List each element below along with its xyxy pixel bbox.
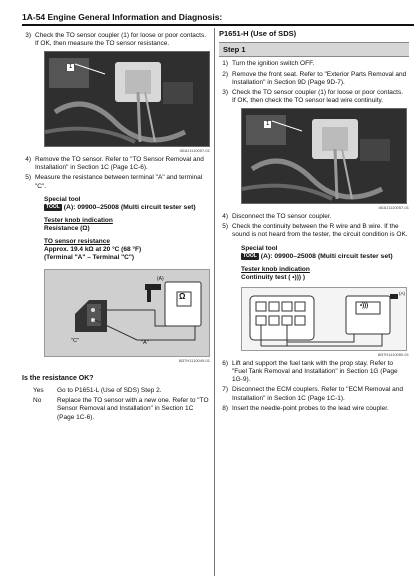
answer-yes-text: Go to P1651-L (Use of SDS) Step 2. [57, 386, 162, 394]
step-number: 8) [222, 405, 228, 413]
special-tool-block [44, 196, 210, 213]
terminal-a-label: "A" [141, 339, 149, 346]
step-number: 3) [222, 89, 228, 97]
left-step-3 [22, 32, 210, 49]
answer-no-key: No [33, 396, 42, 404]
coupler-photo [44, 51, 210, 147]
page-title: 1A-54 Engine General Information and Diagnosis: [22, 12, 223, 22]
step-text: Check the TO sensor coupler (1) for loose or poor contacts. If OK, then measure the TO sensor resistance. [35, 32, 207, 48]
right-step-1 [219, 60, 409, 68]
figure-callout-1: 1 [69, 63, 73, 70]
terminal-c-label: "C" [71, 337, 79, 344]
special-tool-text: (A): 09900–25008 (Multi circuit tester set) [63, 204, 196, 212]
tester-knob-label: Tester knob indication [241, 265, 310, 273]
to-resistance-terminals: (Terminal "A" – Terminal "C") [44, 254, 135, 262]
step-text: Disconnect the TO sensor coupler. [232, 212, 332, 220]
step-text: Lift and support the fuel tank with the prop stay. Refer to "Fuel Tank Removal and Installation" in Section 1G (Page 1G-9). [232, 359, 398, 384]
step-number: 3) [25, 32, 31, 39]
step-number: 4) [25, 155, 31, 163]
continuity-icon: •))) [360, 303, 369, 310]
step-number: 5) [25, 174, 31, 182]
figure-code: I837H1110050-01 [377, 352, 409, 358]
step-text: Remove the TO sensor. Refer to "TO Sensor Removal and Installation" in Section 1C (Page 1C-6). [35, 155, 204, 172]
step-text: Disconnect the ECM couplers. Refer to "ECM Removal and Installation" in Section 1C (Page 1C-1). [232, 386, 404, 402]
step-number: 7) [222, 386, 228, 394]
answer-no-text: Replace the TO sensor with a new one. Refer to "TO Sensor Removal and Installation" in Section 1C (Page 1C-6). [57, 396, 209, 421]
figure-code: I837H1110049-01 [178, 357, 210, 363]
question-heading: Is the resistance OK? [22, 374, 94, 382]
step-number: 2) [222, 70, 228, 78]
resistance-measurement-figure [44, 269, 210, 357]
special-tool-label: Special tool [241, 244, 278, 252]
left-column [22, 32, 210, 424]
step-number: 4) [222, 212, 228, 220]
right-step-4 [219, 213, 409, 221]
special-tool-text: (A): 09900–25008 (Multi circuit tester set) [260, 253, 393, 261]
continuity-test-figure [241, 287, 407, 351]
ohm-icon: Ω [179, 291, 186, 301]
step-number: 5) [222, 223, 228, 231]
step-text: Check the continuity between the R wire and B wire. If the sound is not heard from the tester, the circuit condition is OK. [232, 223, 408, 239]
to-resistance-label: TO sensor resistance [44, 237, 110, 245]
right-step-6 [219, 360, 409, 385]
tester-knob-block [44, 217, 210, 234]
right-step-8 [219, 405, 409, 413]
figure-code: I818J1110057-01 [179, 147, 210, 153]
tester-knob-value: Continuity test ( •))) ) [241, 274, 306, 282]
to-resistance-value: Approx. 19.4 kΩ at 20 °C (68 °F) [44, 245, 142, 253]
step-text: Measure the resistance between terminal "A" and terminal "C". [35, 174, 203, 190]
left-step-4 [22, 156, 210, 173]
right-step-3 [219, 89, 409, 106]
step-text: Check the TO sensor coupler (1) for loose or poor contacts. If OK, then check the TO sensor lead wire continuity. [232, 89, 404, 105]
left-step-5 [22, 174, 210, 191]
right-step-5 [219, 223, 409, 240]
tester-callout: (A) [157, 275, 164, 282]
special-tool-block [241, 245, 409, 262]
answer-no-row [22, 397, 210, 422]
tester-knob-label: Tester knob indication [44, 216, 113, 224]
right-step-7 [219, 386, 409, 403]
tester-callout: (A) [399, 291, 405, 297]
to-resistance-block [44, 238, 210, 263]
step-text: Insert the needle-point probes to the lead wire coupler. [232, 405, 389, 413]
column-divider [214, 28, 215, 576]
right-column [219, 17, 409, 415]
figure-code: I818J1110057-01 [378, 204, 409, 210]
tester-knob-block [241, 266, 409, 283]
step-box: Step 1 [219, 42, 409, 58]
answer-yes-row [22, 387, 210, 395]
special-tool-label: Special tool [44, 195, 81, 203]
tester-knob-value: Resistance (Ω) [44, 225, 90, 233]
step-text: Turn the ignition switch OFF. [232, 60, 315, 68]
section-title: P1651-H (Use of SDS) [219, 29, 297, 38]
step-number: 1) [222, 60, 228, 68]
step-text: Remove the front seat. Refer to "Exterior Parts Removal and Installation" in Section 9D (Page 9D-7). [232, 70, 407, 86]
step-number: 6) [222, 359, 228, 367]
figure-callout-1: 1 [266, 120, 270, 127]
coupler-photo [241, 108, 407, 204]
right-step-2 [219, 71, 409, 88]
tool-icon: TOOL [46, 204, 60, 211]
tool-icon: TOOL [243, 253, 257, 260]
answer-yes-key: Yes [33, 386, 44, 394]
